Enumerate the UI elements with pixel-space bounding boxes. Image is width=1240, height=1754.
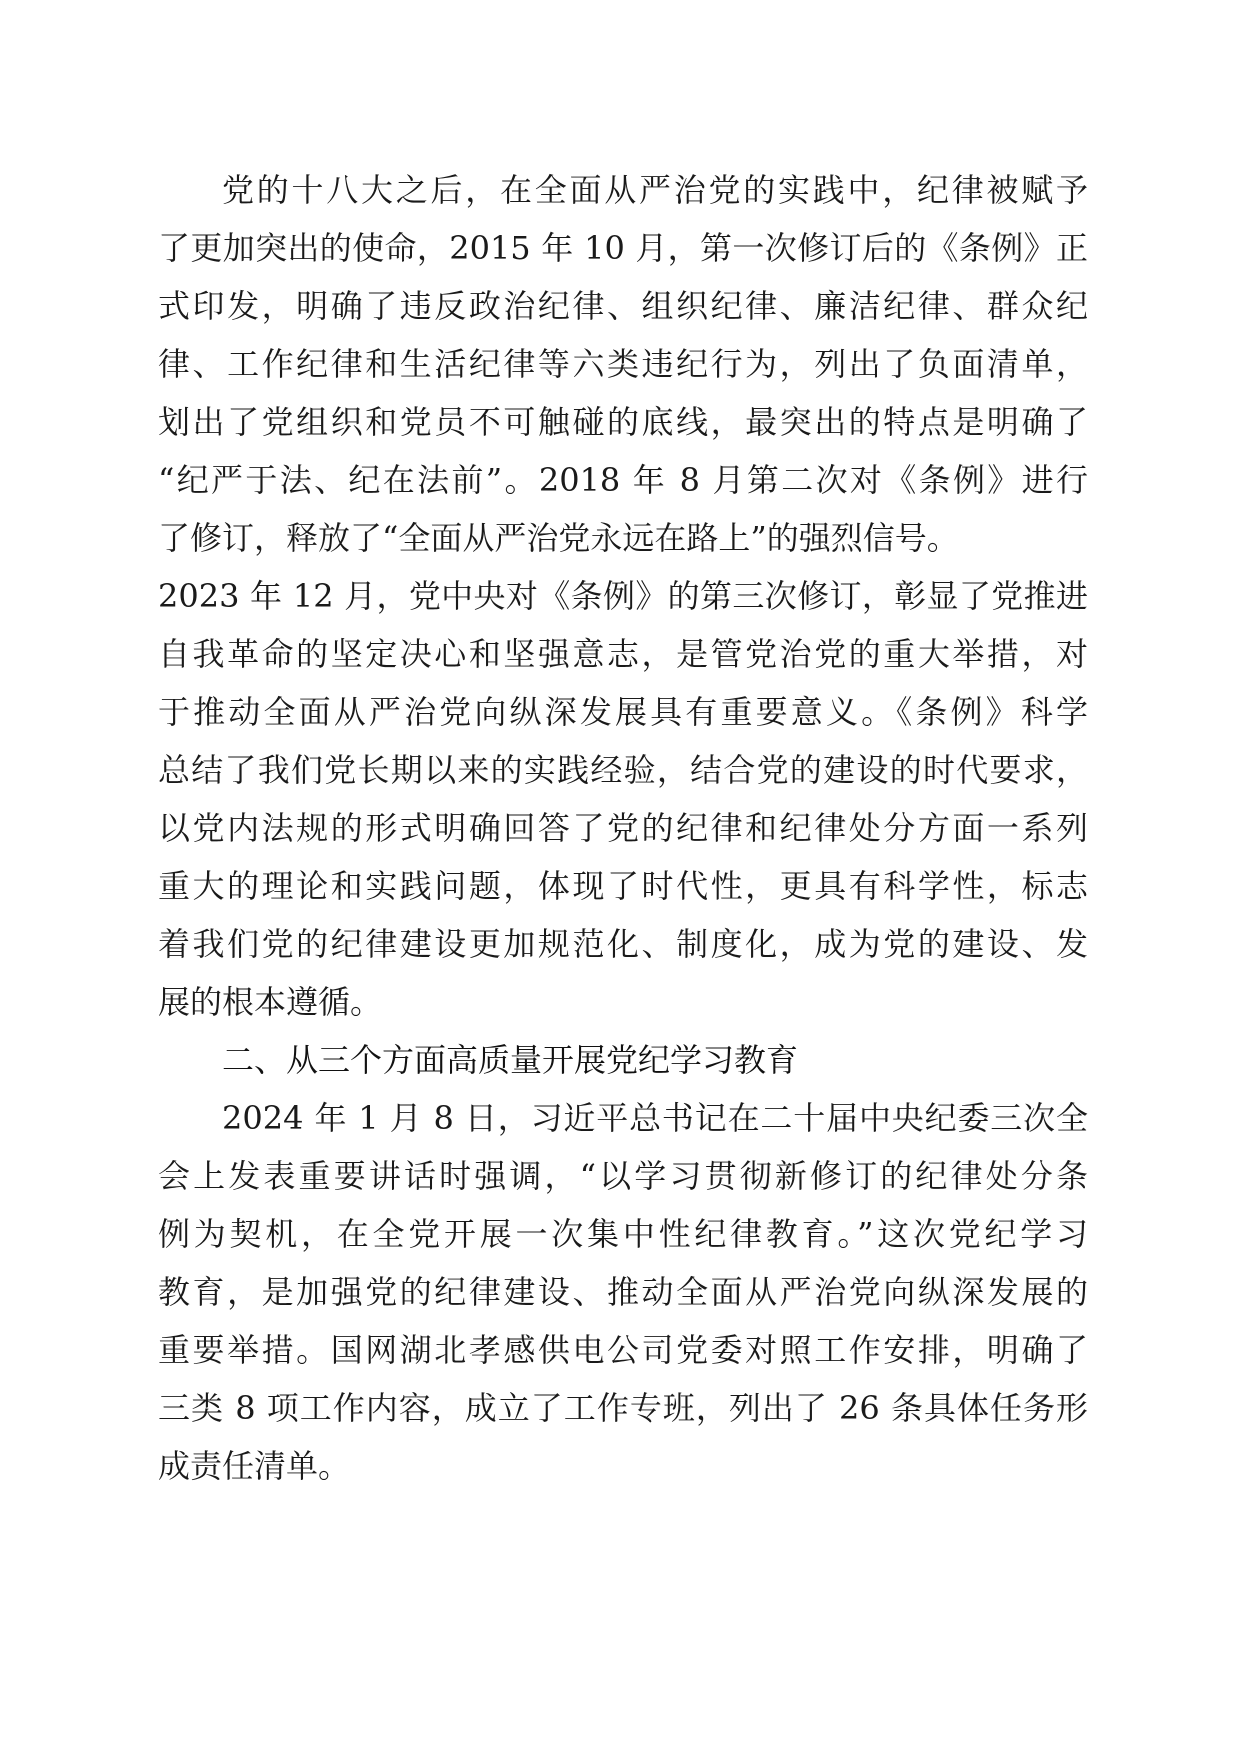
paragraph-2-line-5: 重要举措。国网湖北孝感供电公司党委对照工作安排，明确了 <box>158 1331 1088 1369</box>
paragraph-1-line-5: 划出了党组织和党员不可触碰的底线，最突出的特点是明确了 <box>158 403 1088 441</box>
paragraph-1-line-3: 式印发，明确了违反政治纪律、组织纪律、廉洁纪律、群众纪 <box>158 287 1088 325</box>
paragraph-2-line-6: 三类 8 项工作内容，成立了工作专班，列出了 26 条具体任务形 <box>158 1389 1088 1427</box>
paragraph-1-line-14: 着我们党的纪律建设更加规范化、制度化，成为党的建设、发 <box>158 925 1088 963</box>
paragraph-1-line-8: 2023 年 12 月，党中央对《条例》的第三次修订，彰显了党推进 <box>158 577 1088 615</box>
paragraph-1-line-4: 律、工作纪律和生活纪律等六类违纪行为，列出了负面清单， <box>158 345 1088 383</box>
paragraph-2-line-7: 成责任清单。 <box>158 1447 351 1485</box>
paragraph-1-line-13: 重大的理论和实践问题，体现了时代性，更具有科学性，标志 <box>158 867 1088 905</box>
paragraph-2-line-2: 会上发表重要讲话时强调，“以学习贯彻新修订的纪律处分条 <box>158 1157 1088 1195</box>
paragraph-2-line-3: 例为契机，在全党开展一次集中性纪律教育。”这次党纪学习 <box>158 1215 1088 1253</box>
section-heading: 二、从三个方面高质量开展党纪学习教育 <box>222 1041 799 1079</box>
paragraph-1-line-12: 以党内法规的形式明确回答了党的纪律和纪律处分方面一系列 <box>158 809 1088 847</box>
paragraph-1-line-7: 了修订，释放了“全面从严治党永远在路上”的强烈信号。 <box>158 519 959 557</box>
paragraph-1-line-10: 于推动全面从严治党向纵深发展具有重要意义。《条例》科学 <box>158 693 1088 731</box>
paragraph-1-line-9: 自我革命的坚定决心和坚强意志，是管党治党的重大举措，对 <box>158 635 1088 673</box>
paragraph-1-line-15: 展的根本遵循。 <box>158 983 383 1021</box>
paragraph-1-line-6: “纪严于法、纪在法前”。2018 年 8 月第二次对《条例》进行 <box>158 461 1088 499</box>
paragraph-1-line-11: 总结了我们党长期以来的实践经验，结合党的建设的时代要求， <box>158 751 1088 789</box>
paragraph-2-line-1: 2024 年 1 月 8 日，习近平总书记在二十届中央纪委三次全 <box>222 1099 1088 1137</box>
paragraph-1-line-1: 党的十八大之后，在全面从严治党的实践中，纪律被赋予 <box>222 171 1088 209</box>
paragraph-1-line-2: 了更加突出的使命，2015 年 10 月，第一次修订后的《条例》正 <box>158 229 1088 267</box>
paragraph-2-line-4: 教育，是加强党的纪律建设、推动全面从严治党向纵深发展的 <box>158 1273 1088 1311</box>
